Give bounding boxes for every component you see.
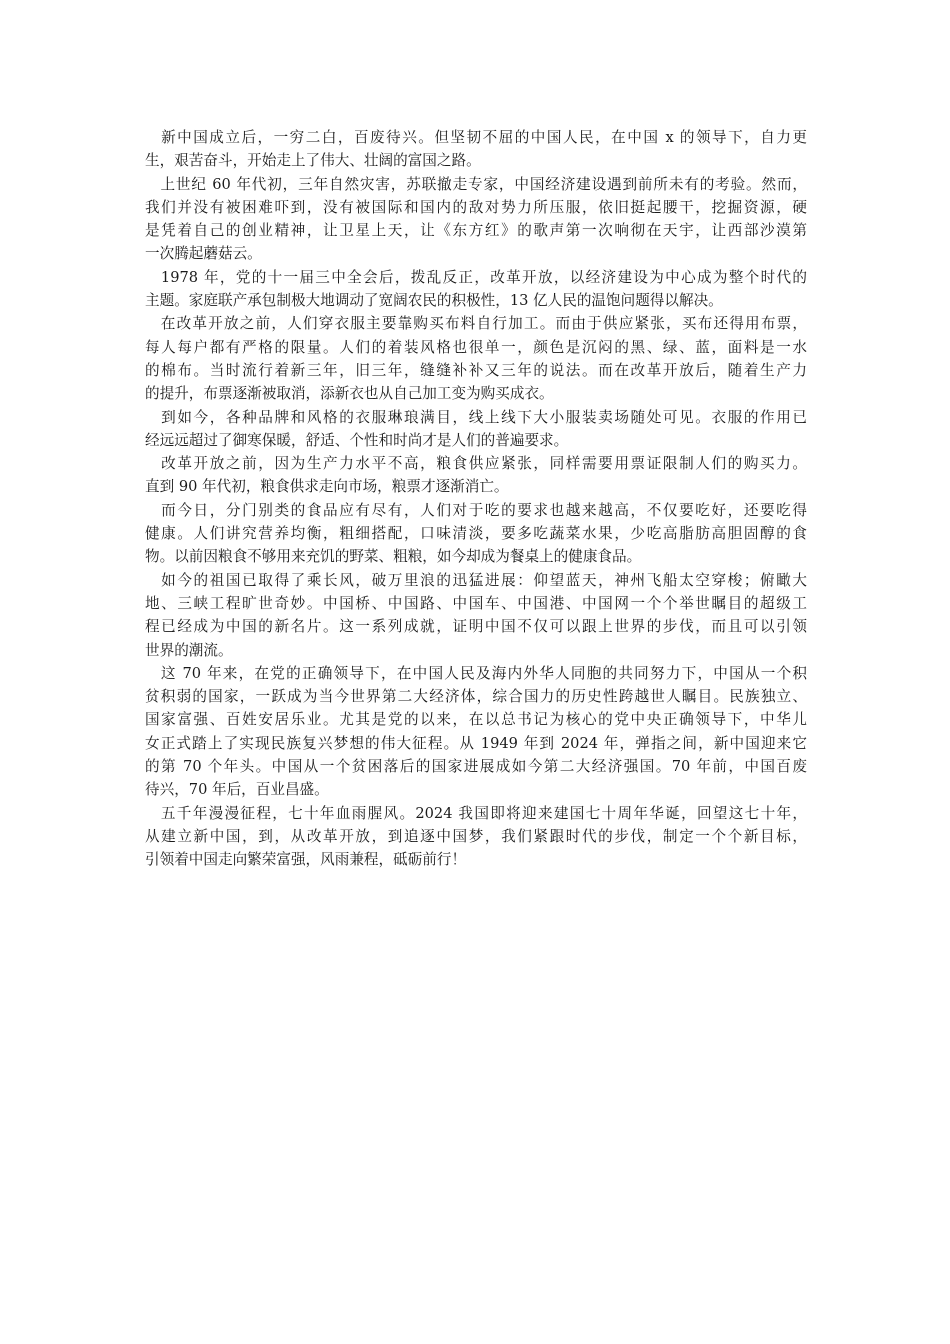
text-line: 健康。人们讲究营养均衡，粗细搭配，口味清淡，要多吃蔬菜水果，少吃高脂肪高胆固醇的食 [145, 525, 807, 543]
text-line: 如今的祖国已取得了乘长风，破万里浪的迅猛进展：仰望蓝天，神州飞船太空穿梭；俯瞰大 [145, 571, 807, 589]
text-line: 改革开放之前，因为生产力水平不高，粮食供应紧张，同样需要用票证限制人们的购买力。 [145, 455, 807, 473]
text-line: 新中国成立后，一穷二白，百废待兴。但坚韧不屈的中国人民，在中国 x 的领导下，自力更 [145, 129, 807, 146]
text-line: 生，艰苦奋斗，开始走上了伟大、壮阔的富国之路。 [145, 152, 481, 170]
text-line: 一次腾起蘑菇云。 [145, 245, 262, 263]
text-line: 的第 70 个年头。中国从一个贫困落后的国家进展成如今第二大经济强国。70 年前，中国百废 [145, 758, 807, 776]
text-line: 经远远超过了御寒保暖，舒适、个性和时尚才是人们的普遍要求。 [145, 431, 569, 449]
text-line: 从建立新中国，到，从改革开放，到追逐中国梦，我们紧跟时代的步伐，制定一个个新目标， [145, 827, 807, 845]
paragraph-1978 [145, 266, 807, 313]
text-line: 女正式踏上了实现民族复兴梦想的伟大征程。从 1949 年到 2024 年，弹指之间，新中国迎来它 [145, 734, 807, 752]
text-line: 五千年漫漫征程，七十年血雨腥风。2024 我国即将迎来建国七十周年华诞，回望这七十年， [145, 804, 807, 822]
text-line: 而今日，分门别类的食品应有尽有，人们对于吃的要求也越来越高，不仅要吃好，还要吃得 [145, 501, 807, 519]
text-line: 每人每户都有严格的限量。人们的着装风格也很单一，颜色是沉闷的黑、绿、蓝，面料是一水 [145, 338, 807, 356]
paragraph-clothing-now [145, 406, 807, 453]
text-line: 在改革开放之前，人们穿衣服主要靠购买布料自行加工。而由于供应紧张，买布还得用布票， [145, 315, 807, 333]
text-line: 上世纪 60 年代初，三年自然灾害，苏联撤走专家，中国经济建设遇到前所未有的考验。然而， [145, 175, 807, 193]
paragraph-70-years [145, 662, 807, 802]
text-line: 的棉布。当时流行着新三年，旧三年，缝缝补补又三年的说法。而在改革开放后，随着生产力 [145, 361, 807, 379]
text-line: 贫积弱的国家，一跃成为当今世界第二大经济体，综合国力的历史性跨越世人瞩目。民族独立、 [145, 688, 807, 706]
text-line: 的提升，布票逐渐被取消，添新衣也从自己加工变为购买成衣。 [145, 385, 554, 403]
text-line: 到如今，各种品牌和风格的衣服琳琅满目，线上线下大小服装卖场随处可见。衣服的作用已 [145, 408, 807, 426]
text-line: 我们并没有被困难吓到，没有被国际和国内的敌对势力所压服，依旧挺起腰干，挖掘资源，硬 [145, 198, 807, 216]
text-line: 引领着中国走向繁荣富强，风雨兼程，砥砺前行！ [145, 851, 467, 869]
text-line: 地、三峡工程旷世奇妙。中国桥、中国路、中国车、中国港、中国网一个个举世瞩目的超级工 [145, 594, 807, 612]
text-line: 是凭着自己的创业精神，让卫星上天，让《东方红》的歌声第一次响彻在天宇，让西部沙漠第 [145, 222, 807, 240]
text-line: 物。以前因粮食不够用来充饥的野菜、粗粮，如今却成为餐桌上的健康食品。 [145, 548, 642, 566]
paragraph-clothing-before [145, 312, 807, 405]
text-line: 待兴，70 年后，百业昌盛。 [145, 781, 329, 799]
text-line: 这 70 年来，在党的正确领导下，在中国人民及海内外华人同胞的共同努力下，中国从一个积 [145, 664, 807, 682]
text-line: 程已经成为中国的新名片。这一系列成就，证明中国不仅可以跟上世界的步伐，而且可以引领 [145, 618, 807, 636]
text-line: 国家富强、百姓安居乐业。尤其是党的以来，在以总书记为核心的党中央正确领导下，中华儿 [145, 711, 807, 729]
paragraph-conclusion [145, 802, 807, 872]
paragraph-1960s [145, 173, 807, 266]
text-line: 直到 90 年代初，粮食供求走向市场，粮票才逐渐消亡。 [145, 478, 509, 496]
paragraph-achievements [145, 569, 807, 662]
paragraph-food-before [145, 452, 807, 499]
text-line: 1978 年，党的十一届三中全会后，拨乱反正，改革开放，以经济建设为中心成为整个时代的 [145, 268, 807, 286]
paragraph-founding [145, 126, 807, 173]
text-line: 主题。家庭联产承包制极大地调动了宽阔农民的积极性，13 亿人民的温饱问题得以解决。 [145, 292, 723, 310]
document-body [145, 126, 807, 872]
text-line: 世界的潮流。 [145, 641, 233, 659]
paragraph-food-now [145, 499, 807, 569]
